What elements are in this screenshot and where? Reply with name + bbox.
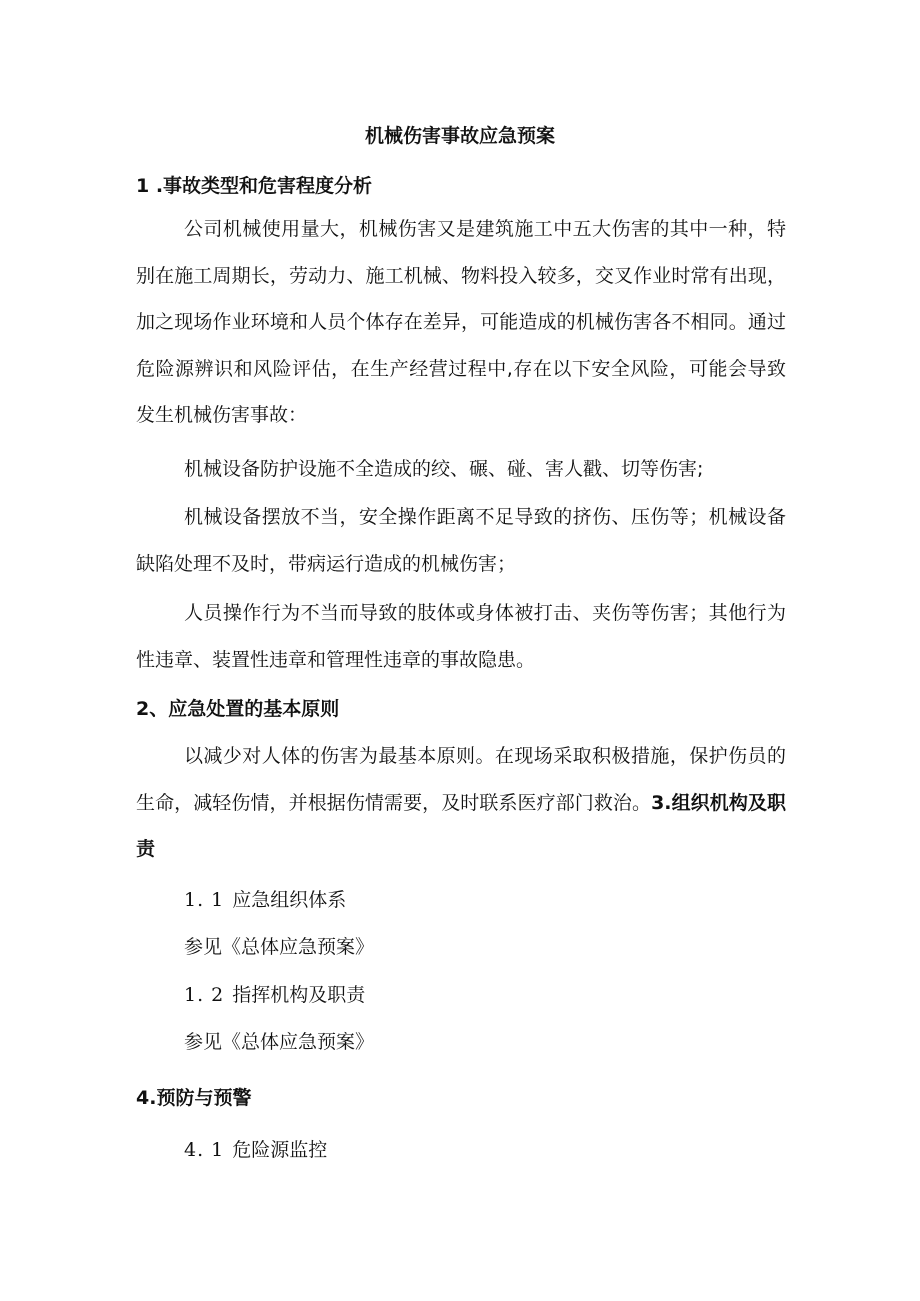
subsection-1-1-reference: 参见《总体应急预案》 xyxy=(184,936,375,958)
section-2-paragraph xyxy=(136,733,786,873)
section-3-heading: 3.组织机构及职责 xyxy=(136,791,786,860)
section-1-paragraph-4: 人员操作行为不当而导致的肢体或身体被打击、夹伤等伤害；其他行为性违章、装置性违章和管理性违章的事故隐患。 xyxy=(136,602,786,671)
subsection-4-1 xyxy=(184,1138,327,1162)
subsection-4-1-number: 4. 1 xyxy=(184,1139,225,1161)
section-1-heading: 1 .事故类型和危害程度分析 xyxy=(136,175,373,197)
subsection-1-1 xyxy=(184,888,346,912)
section-2-paragraph-text: 以减少对人体的伤害为最基本原则。在现场采取积极措施，保护伤员的生命，减轻伤情，并根据伤情需要，及时联系医疗部门救治。 xyxy=(136,745,786,814)
subsection-1-2-reference: 参见《总体应急预案》 xyxy=(184,1031,375,1053)
subsection-1-2-number: 1. 2 xyxy=(184,984,225,1006)
document-title: 机械伤害事故应急预案 xyxy=(364,125,555,147)
section-2-heading: 2、应急处置的基本原则 xyxy=(136,698,340,720)
subsection-1-2 xyxy=(184,983,365,1007)
section-1-paragraph-2: 机械设备防护设施不全造成的绞、碾、碰、害人戳、切等伤害; xyxy=(184,458,704,480)
subsection-4-1-label: 危险源监控 xyxy=(232,1139,328,1161)
section-4-heading: 4.预防与预警 xyxy=(136,1087,252,1109)
subsection-1-2-label: 指挥机构及职责 xyxy=(232,984,366,1006)
subsection-1-1-number: 1. 1 xyxy=(184,889,225,911)
section-1-paragraph-1: 公司机械使用量大，机械伤害又是建筑施工中五大伤害的其中一种，特别在施工周期长，劳动力、施工机械、物料投入较多，交叉作业时常有出现，加之现场作业环境和人员个体存在差异，可能造成的机械伤害各不相同。通过危险源辨识和风险评估，在生产经营过程中,存在以下安全风险，可能会导致发生机械伤害事故： xyxy=(136,218,786,426)
section-1-paragraph-3: 机械设备摆放不当，安全操作距离不足导致的挤伤、压伤等；机械设备缺陷处理不及时，带病运行造成的机械伤害； xyxy=(136,506,786,575)
subsection-1-1-label: 应急组织体系 xyxy=(232,889,347,911)
